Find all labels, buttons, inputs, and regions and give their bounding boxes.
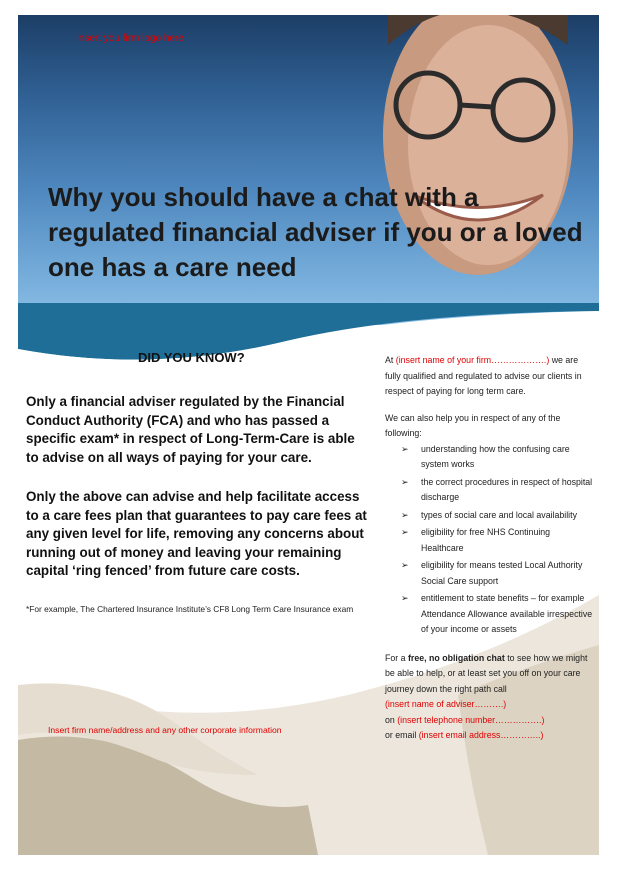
hero-banner	[18, 15, 599, 325]
list-item: ➢ types of social care and local availability	[401, 508, 593, 524]
help-intro: We can also help you in respect of any of the following:	[385, 412, 561, 438]
arrow-bullet-icon: ➢	[401, 443, 409, 454]
flyer-page	[18, 15, 599, 855]
arrow-bullet-icon: ➢	[401, 560, 409, 570]
list-item: ➢ eligibility for means tested Local Authority Social Care support	[401, 560, 583, 586]
arrow-bullet-icon: ➢	[401, 509, 409, 520]
intro-at: At	[385, 355, 396, 365]
exam-footnote: *For example, The Chartered Insurance Institute’s CF8 Long Term Care Insurance exam	[26, 603, 354, 614]
right-column	[385, 353, 593, 744]
did-you-know-heading: DID YOU KNOW?	[138, 350, 245, 365]
left-column	[26, 350, 371, 616]
care-fees-plan-paragraph: Only the above can advise and help facilitate access to a care fees plan that guarantees to pay care fees at any given level for life, removing any concerns about running out of money and leaving your remaining capital ‘ring fenced’ from future care costs.	[26, 489, 367, 578]
free-chat-emphasis: free, no obligation chat	[407, 652, 505, 663]
services-list	[385, 442, 593, 638]
call-to-action: For a free, no obligation chat to see how we might be able to help, or at least set you off on your care journey down the right path call	[385, 652, 588, 694]
list-item: ➢ the correct procedures in respect of hospital discharge	[401, 476, 593, 502]
phone-placeholder: (insert telephone number…………….)	[397, 714, 545, 725]
arrow-bullet-icon: ➢	[401, 593, 409, 603]
logo-placeholder: Insert you firm logo here	[76, 33, 184, 44]
page-headline: Why you should have a chat with a regulated financial adviser if you or a loved one has a care need	[48, 182, 583, 282]
intro-paragraph	[385, 353, 593, 400]
email-line: or email (insert email address…………..)	[385, 730, 544, 740]
list-item: ➢ entitlement to state benefits – for example Attendance Allowance available irrespective of your income or assets	[401, 593, 593, 634]
intro-rest: we are fully qualified and regulated to advise our clients in respect of paying for long term care.	[385, 355, 582, 396]
list-item: ➢ eligibility for free NHS Continuing Healthcare	[401, 527, 551, 553]
phone-line: on (insert telephone number…………….)	[385, 714, 545, 725]
firm-address-placeholder: Insert firm name/address and any other corporate information	[48, 725, 282, 735]
adviser-name-placeholder: (insert name of adviser……….)	[385, 699, 507, 709]
firm-name-placeholder: (insert name of your firm……………….)	[395, 355, 550, 365]
list-item: ➢ understanding how the confusing care system works	[401, 443, 570, 469]
email-placeholder: (insert email address…………..)	[418, 730, 544, 740]
arrow-bullet-icon: ➢	[401, 527, 409, 537]
fca-paragraph: Only a financial adviser regulated by the Financial Conduct Authority (FCA) and who has passed a specific exam* in respect of Long-Term-Care is able to advise on all ways of paying for your care.	[26, 394, 355, 465]
arrow-bullet-icon: ➢	[401, 476, 409, 487]
